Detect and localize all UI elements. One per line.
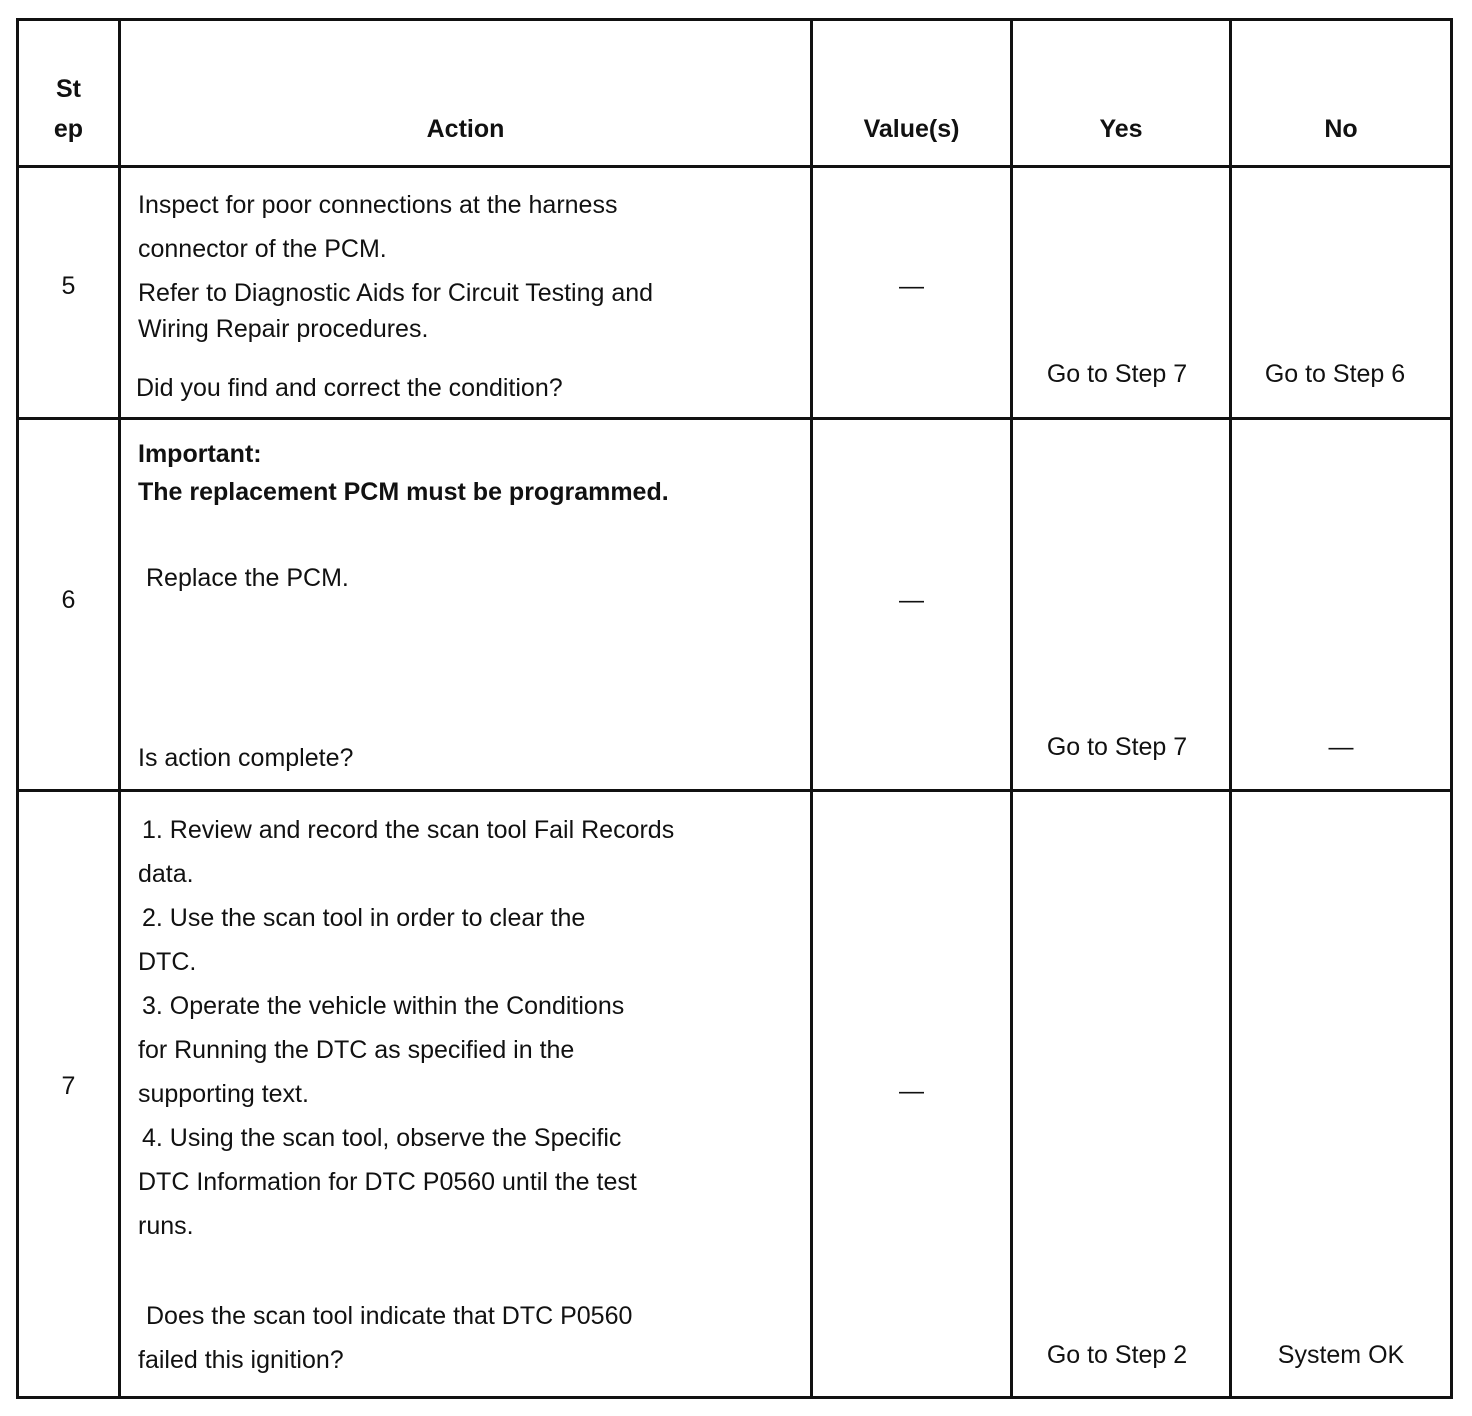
action-line: runs. [138, 1212, 194, 1240]
header-step-line1: St [56, 75, 81, 103]
action-question: Is action complete? [138, 744, 354, 772]
action-cell [120, 791, 812, 1398]
yes-next-step: Go to Step 7 [1046, 733, 1188, 761]
important-label: Important: [138, 440, 262, 468]
table-header-row [18, 20, 1452, 167]
step-number: 7 [61, 1072, 76, 1100]
step-number: 6 [61, 586, 76, 614]
action-line: 2. Use the scan tool in order to clear the [142, 904, 586, 932]
header-step [18, 20, 120, 167]
no-cell [1231, 167, 1452, 419]
action-cell [120, 167, 812, 419]
table-row-step-7 [18, 791, 1452, 1398]
values-cell [812, 791, 1012, 1398]
no-next-step: Go to Step 6 [1264, 360, 1406, 388]
step-cell [18, 419, 120, 791]
action-cell [120, 419, 812, 791]
action-line: Refer to Diagnostic Aids for Circuit Testing and [138, 279, 654, 307]
action-line: 4. Using the scan tool, observe the Specific [142, 1124, 622, 1152]
yes-cell [1012, 419, 1231, 791]
header-yes: Yes [1012, 20, 1231, 167]
values-cell [812, 167, 1012, 419]
values-dash: — [899, 1077, 924, 1105]
table-row-step-5 [18, 167, 1452, 419]
action-question: Does the scan tool indicate that DTC P0560 [146, 1302, 633, 1330]
diagnostic-table [16, 18, 1453, 1399]
step-number: 5 [61, 272, 76, 300]
action-line: Inspect for poor connections at the harness [138, 191, 618, 219]
header-action: Action [120, 20, 812, 167]
action-line: supporting text. [138, 1080, 309, 1108]
action-line: DTC. [138, 948, 197, 976]
values-dash: — [899, 586, 924, 614]
step-cell [18, 167, 120, 419]
yes-next-step: Go to Step 7 [1046, 360, 1188, 388]
action-question: failed this ignition? [138, 1346, 344, 1374]
action-line: DTC Information for DTC P0560 until the test [138, 1168, 637, 1196]
header-no: No [1231, 20, 1452, 167]
yes-next-step: Go to Step 2 [1046, 1341, 1188, 1369]
action-line: data. [138, 860, 194, 888]
action-line: for Running the DTC as specified in the [138, 1036, 575, 1064]
no-next-step: System OK [1277, 1341, 1405, 1369]
action-line: 1. Review and record the scan tool Fail Records [142, 816, 675, 844]
no-cell [1231, 791, 1452, 1398]
action-line: Wiring Repair procedures. [138, 315, 429, 343]
values-dash: — [899, 272, 924, 300]
header-step-line2: ep [53, 115, 84, 143]
table-row-step-6 [18, 419, 1452, 791]
yes-cell [1012, 167, 1231, 419]
action-line: connector of the PCM. [138, 235, 387, 263]
action-line: Replace the PCM. [146, 564, 349, 592]
diagnostic-table-sheet [16, 18, 1452, 1398]
yes-cell [1012, 791, 1231, 1398]
header-values: Value(s) [812, 20, 1012, 167]
values-cell [812, 419, 1012, 791]
no-dash: — [1328, 733, 1354, 761]
step-cell [18, 791, 120, 1398]
important-text: The replacement PCM must be programmed. [138, 478, 669, 506]
action-question: Did you find and correct the condition? [136, 374, 563, 402]
action-line: 3. Operate the vehicle within the Conditions [142, 992, 625, 1020]
no-cell [1231, 419, 1452, 791]
